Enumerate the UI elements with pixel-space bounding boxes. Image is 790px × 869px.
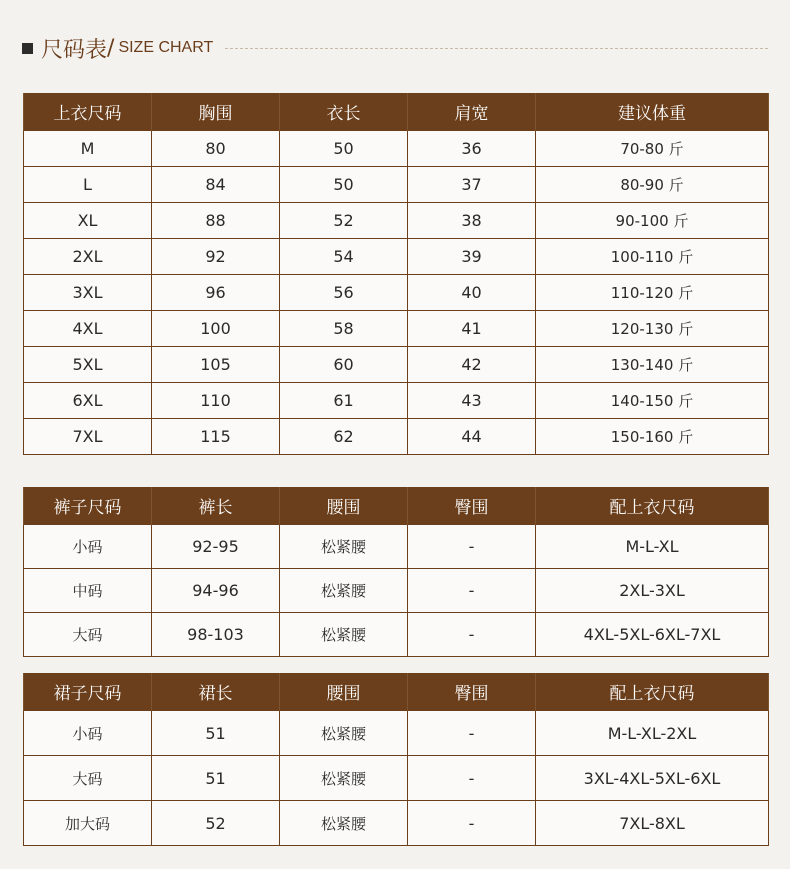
square-bullet-icon — [22, 43, 33, 54]
table-row — [24, 525, 769, 569]
table-cell: 56 — [280, 275, 408, 311]
table-header-row — [24, 93, 769, 131]
pants-size-table — [23, 487, 769, 657]
table-cell: 80-90 斤 — [536, 167, 769, 203]
table-cell: 7XL — [24, 419, 152, 455]
top-size-table — [23, 93, 769, 455]
table-row — [24, 613, 769, 657]
table-cell: 松紧腰 — [280, 569, 408, 613]
table-cell: 100-110 斤 — [536, 239, 769, 275]
table-cell: - — [408, 569, 536, 613]
table-cell: 130-140 斤 — [536, 347, 769, 383]
table-cell: 松紧腰 — [280, 801, 408, 846]
table-cell: 2XL-3XL — [536, 569, 769, 613]
table-cell: 松紧腰 — [280, 613, 408, 657]
table-cell: 52 — [280, 203, 408, 239]
table-cell: 松紧腰 — [280, 525, 408, 569]
table-row — [24, 383, 769, 419]
table-cell: - — [408, 801, 536, 846]
table-cell: 44 — [408, 419, 536, 455]
table-cell: 6XL — [24, 383, 152, 419]
table-cell: 大码 — [24, 756, 152, 801]
table-cell: - — [408, 756, 536, 801]
table-row — [24, 711, 769, 756]
table-row — [24, 203, 769, 239]
table-cell: 140-150 斤 — [536, 383, 769, 419]
title-separator: / — [107, 35, 115, 61]
table-cell: 36 — [408, 131, 536, 167]
table-cell: 小码 — [24, 711, 152, 756]
column-header: 裤子尺码 — [24, 487, 152, 525]
column-header: 腰围 — [280, 673, 408, 711]
table-cell: 41 — [408, 311, 536, 347]
table-cell: 98-103 — [152, 613, 280, 657]
table-row — [24, 311, 769, 347]
table-cell: 加大码 — [24, 801, 152, 846]
table-cell: 42 — [408, 347, 536, 383]
table-cell: 50 — [280, 131, 408, 167]
table-row — [24, 239, 769, 275]
table-cell: 43 — [408, 383, 536, 419]
table-cell: 96 — [152, 275, 280, 311]
column-header: 上衣尺码 — [24, 93, 152, 131]
table-cell: 松紧腰 — [280, 711, 408, 756]
column-header: 配上衣尺码 — [536, 673, 769, 711]
table-cell: 51 — [152, 756, 280, 801]
table-cell: 84 — [152, 167, 280, 203]
table-cell: 38 — [408, 203, 536, 239]
title-chinese: 尺码表 — [41, 37, 108, 63]
table-cell: 70-80 斤 — [536, 131, 769, 167]
table-row — [24, 275, 769, 311]
table-cell: 150-160 斤 — [536, 419, 769, 455]
table-row — [24, 756, 769, 801]
table-cell: M-L-XL — [536, 525, 769, 569]
table-cell: XL — [24, 203, 152, 239]
table-row — [24, 131, 769, 167]
table-cell: M-L-XL-2XL — [536, 711, 769, 756]
table-cell: 100 — [152, 311, 280, 347]
column-header: 配上衣尺码 — [536, 487, 769, 525]
table-cell: 110 — [152, 383, 280, 419]
table-row — [24, 347, 769, 383]
skirt-size-table — [23, 673, 769, 846]
table-cell: 37 — [408, 167, 536, 203]
table-cell: 115 — [152, 419, 280, 455]
table-cell: 3XL — [24, 275, 152, 311]
table-cell: 105 — [152, 347, 280, 383]
title-english: SIZE CHART — [118, 39, 214, 56]
table-cell: 92-95 — [152, 525, 280, 569]
table-cell: 3XL-4XL-5XL-6XL — [536, 756, 769, 801]
table-header-row — [24, 487, 769, 525]
column-header: 臀围 — [408, 673, 536, 711]
table-cell: 大码 — [24, 613, 152, 657]
column-header: 裙长 — [152, 673, 280, 711]
table-row — [24, 167, 769, 203]
column-header: 裤长 — [152, 487, 280, 525]
column-header: 胸围 — [152, 93, 280, 131]
table-cell: 7XL-8XL — [536, 801, 769, 846]
size-chart-header — [22, 30, 768, 66]
table-cell: 50 — [280, 167, 408, 203]
table-cell: 110-120 斤 — [536, 275, 769, 311]
table-cell: 51 — [152, 711, 280, 756]
column-header: 裙子尺码 — [24, 673, 152, 711]
table-cell: L — [24, 167, 152, 203]
table-cell: 4XL — [24, 311, 152, 347]
column-header: 肩宽 — [408, 93, 536, 131]
table-cell: - — [408, 613, 536, 657]
table-row — [24, 569, 769, 613]
column-header: 臀围 — [408, 487, 536, 525]
table-cell: 4XL-5XL-6XL-7XL — [536, 613, 769, 657]
table-cell: 中码 — [24, 569, 152, 613]
table-row — [24, 419, 769, 455]
table-cell: - — [408, 711, 536, 756]
table-cell: 92 — [152, 239, 280, 275]
table-cell: 2XL — [24, 239, 152, 275]
table-cell: - — [408, 525, 536, 569]
table-cell: 90-100 斤 — [536, 203, 769, 239]
table-cell: 5XL — [24, 347, 152, 383]
table-cell: 80 — [152, 131, 280, 167]
table-cell: 58 — [280, 311, 408, 347]
table-cell: 松紧腰 — [280, 756, 408, 801]
table-row — [24, 801, 769, 846]
table-cell: 61 — [280, 383, 408, 419]
column-header: 衣长 — [280, 93, 408, 131]
table-cell: 小码 — [24, 525, 152, 569]
table-cell: 52 — [152, 801, 280, 846]
table-cell: 88 — [152, 203, 280, 239]
column-header: 腰围 — [280, 487, 408, 525]
table-cell: 120-130 斤 — [536, 311, 769, 347]
table-cell: 39 — [408, 239, 536, 275]
table-cell: 54 — [280, 239, 408, 275]
table-cell: 62 — [280, 419, 408, 455]
table-header-row — [24, 673, 769, 711]
table-cell: 60 — [280, 347, 408, 383]
table-cell: M — [24, 131, 152, 167]
column-header: 建议体重 — [536, 93, 769, 131]
header-divider — [225, 48, 768, 49]
table-cell: 94-96 — [152, 569, 280, 613]
table-cell: 40 — [408, 275, 536, 311]
